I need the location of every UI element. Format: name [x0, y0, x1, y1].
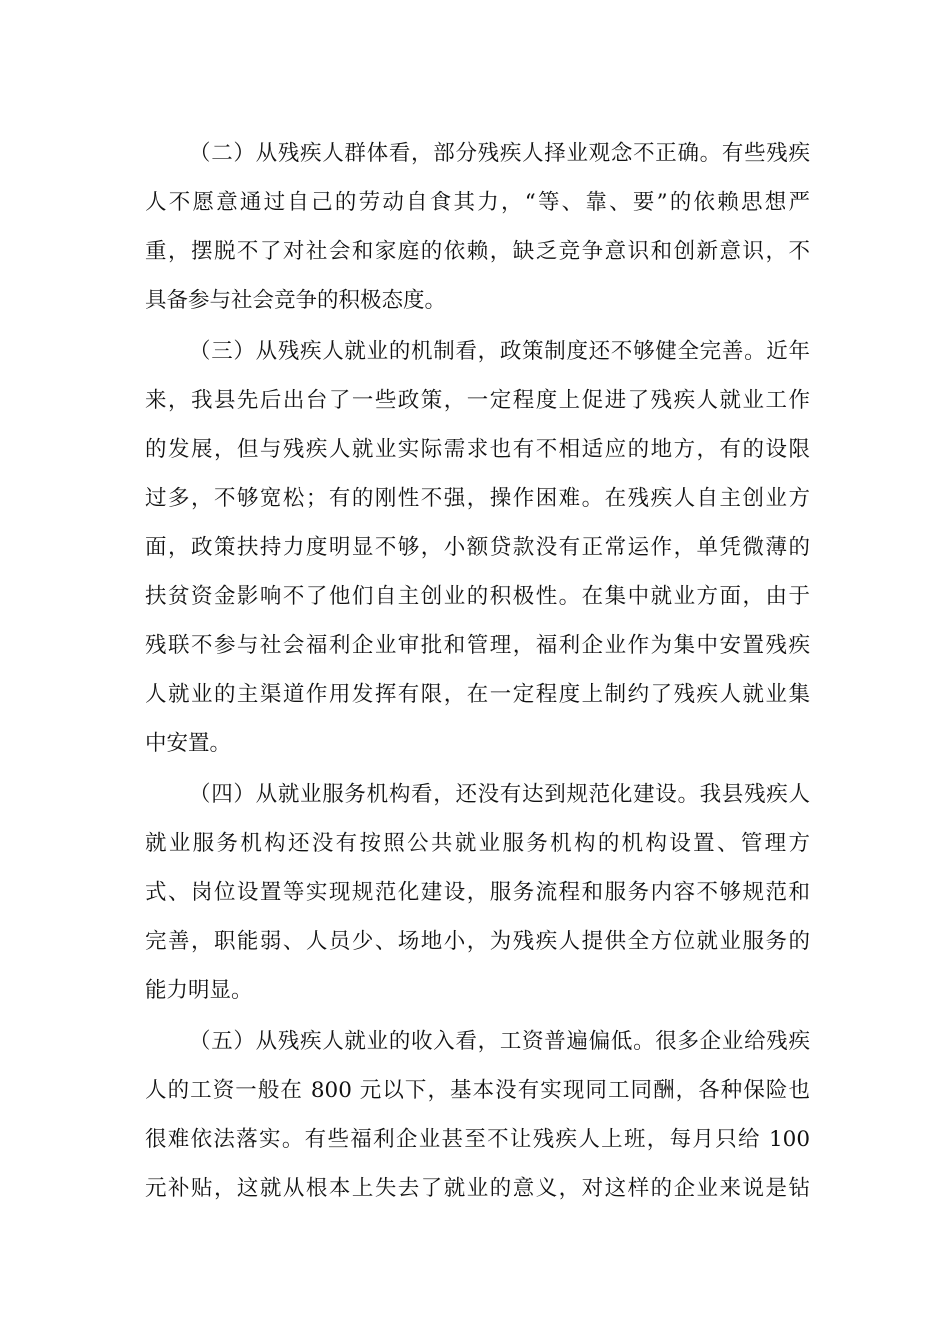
- paragraph-2-line-1: （二）从残疾人群体看，部分残疾人择业观念不正确。有些残疾: [189, 141, 810, 166]
- paragraph-3-line-7: 残联不参与社会福利企业审批和管理，福利企业作为集中安置残疾: [145, 633, 810, 658]
- paragraph-3-line-8: 人就业的主渠道作用发挥有限，在一定程度上制约了残疾人就业集: [145, 682, 810, 707]
- paragraph-4-line-2: 就业服务机构还没有按照公共就业服务机构的机构设置、管理方: [145, 831, 810, 856]
- paragraph-5-line-2: 人的工资一般在 800 元以下，基本没有实现同工同酬，各种保险也: [145, 1078, 810, 1103]
- paragraph-2-line-3: 重，摆脱不了对社会和家庭的依赖，缺乏竞争意识和创新意识，不: [145, 239, 810, 264]
- paragraph-2-line-2: 人不愿意通过自己的劳动自食其力，“等、靠、要”的依赖思想严: [145, 190, 810, 215]
- paragraph-4-line-3: 式、岗位设置等实现规范化建设，服务流程和服务内容不够规范和: [145, 880, 810, 905]
- paragraph-4-line-5: 能力明显。: [145, 978, 253, 1003]
- paragraph-5-line-4: 元补贴，这就从根本上失去了就业的意义，对这样的企业来说是钻: [145, 1176, 810, 1201]
- paragraph-3-line-6: 扶贫资金影响不了他们自主创业的积极性。在集中就业方面，由于: [145, 584, 810, 609]
- paragraph-5-line-3: 很难依法落实。有些福利企业甚至不让残疾人上班，每月只给 100: [145, 1127, 810, 1152]
- paragraph-3-line-5: 面，政策扶持力度明显不够，小额贷款没有正常运作，单凭微薄的: [145, 535, 810, 560]
- paragraph-4-line-4: 完善，职能弱、人员少、场地小，为残疾人提供全方位就业服务的: [145, 929, 810, 954]
- paragraph-5-line-1: （五）从残疾人就业的收入看，工资普遍偏低。很多企业给残疾: [189, 1029, 810, 1054]
- paragraph-3-line-9: 中安置。: [145, 731, 232, 756]
- paragraph-3-line-3: 的发展，但与残疾人就业实际需求也有不相适应的地方，有的设限: [145, 437, 810, 462]
- paragraph-4-line-1: （四）从就业服务机构看，还没有达到规范化建设。我县残疾人: [189, 782, 810, 807]
- paragraph-3-line-2: 来，我县先后出台了一些政策，一定程度上促进了残疾人就业工作: [145, 388, 810, 413]
- paragraph-3-line-4: 过多，不够宽松；有的刚性不强，操作困难。在残疾人自主创业方: [145, 486, 810, 511]
- paragraph-3-line-1: （三）从残疾人就业的机制看，政策制度还不够健全完善。近年: [189, 339, 810, 364]
- paragraph-2-line-4: 具备参与社会竞争的积极态度。: [145, 288, 447, 313]
